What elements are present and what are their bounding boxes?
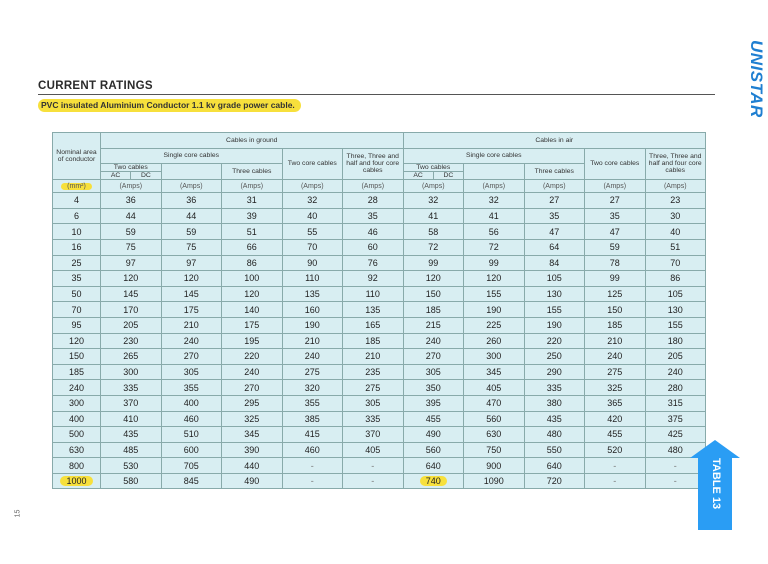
ampere-rating-cell: 135 [343,302,404,318]
table-tag-text: TABLE 13 [710,458,722,510]
ampere-rating-cell: 550 [524,442,585,458]
ampere-rating-cell: 86 [645,271,706,287]
unit-cell: (Amps) [222,180,283,193]
conductor-area-cell: 240 [53,380,101,396]
units-row [53,180,706,193]
table-row [53,286,706,302]
table-row [53,411,706,427]
ampere-rating-cell: 560 [464,411,525,427]
header-air-two-cables-dc-spacer [464,164,525,180]
ampere-rating-cell: 84 [524,255,585,271]
ampere-rating-cell: 490 [403,427,464,443]
header-ground-three-four-core: Three, Three and half and four core cables [343,148,404,180]
ampere-rating-cell: 27 [585,193,646,209]
ampere-rating-cell: 46 [343,224,404,240]
ampere-rating-cell: 35 [524,208,585,224]
conductor-area-cell: 400 [53,411,101,427]
ampere-rating-cell: 92 [343,271,404,287]
ampere-rating-cell: 66 [222,239,283,255]
ampere-rating-cell: 39 [222,208,283,224]
ampere-rating-cell: 210 [343,349,404,365]
header-cables-in-air: Cables in air [403,133,706,149]
ampere-rating-cell: 41 [464,208,525,224]
unit-cell: (Amps) [645,180,706,193]
ampere-rating-cell: 355 [161,380,222,396]
header-air-two-cables [403,164,464,180]
ampere-rating-cell: 355 [282,395,343,411]
ampere-rating-cell: 300 [101,364,162,380]
ampere-rating-cell: 155 [645,317,706,333]
ampere-rating-cell: 32 [464,193,525,209]
brand-logo: UNISTAR [747,40,766,118]
ampere-rating-cell: 460 [161,411,222,427]
ampere-rating-cell: 110 [343,286,404,302]
ampere-rating-cell: 845 [161,473,222,489]
ampere-rating-cell: 120 [222,286,283,302]
conductor-area-cell: 16 [53,239,101,255]
title-divider [38,94,715,95]
header-nominal-area: Nominal area of conductor [53,133,101,180]
ampere-rating-cell: 160 [282,302,343,318]
ampere-rating-cell: 480 [645,442,706,458]
table-row [53,364,706,380]
ampere-rating-cell: 170 [101,302,162,318]
ampere-rating-cell: 31 [222,193,283,209]
ampere-rating-cell: 240 [222,364,283,380]
unit-cell: (Amps) [464,180,525,193]
ampere-rating-cell: 580 [101,473,162,489]
ampere-rating-cell: 220 [524,333,585,349]
conductor-area-cell: 150 [53,349,101,365]
ampere-rating-cell: 100 [222,271,283,287]
unit-cell: (Amps) [524,180,585,193]
ampere-rating-cell: 125 [585,286,646,302]
ampere-rating-cell: 40 [645,224,706,240]
ampere-rating-cell: 305 [161,364,222,380]
table-row [53,395,706,411]
ampere-rating-cell: 59 [585,239,646,255]
ampere-rating-cell: 130 [645,302,706,318]
ampere-rating-cell: 27 [524,193,585,209]
ampere-rating-cell: 325 [585,380,646,396]
ampere-rating-cell: 405 [464,380,525,396]
header-air-single-core: Single core cables [403,148,585,164]
ampere-rating-cell: 72 [403,239,464,255]
unit-cell: (Amps) [403,180,464,193]
conductor-area-cell: 185 [53,364,101,380]
ampere-rating-cell: 58 [403,224,464,240]
ampere-rating-cell: 99 [464,255,525,271]
ampere-rating-cell: 105 [524,271,585,287]
ampere-rating-cell: 140 [222,302,283,318]
ampere-rating-cell: 235 [343,364,404,380]
conductor-area-cell: 300 [53,395,101,411]
ampere-rating-cell: 155 [464,286,525,302]
conductor-area-cell: 70 [53,302,101,318]
ampere-rating-cell: 640 [524,458,585,474]
ampere-rating-cell: 365 [585,395,646,411]
ampere-rating-cell: - [645,473,706,489]
ampere-rating-cell: 190 [282,317,343,333]
ampere-rating-cell: 520 [585,442,646,458]
ampere-rating-cell: - [585,458,646,474]
ampere-rating-cell: - [282,458,343,474]
ampere-rating-cell: 30 [645,208,706,224]
ampere-rating-cell: 485 [101,442,162,458]
conductor-area-cell: 10 [53,224,101,240]
ampere-rating-cell: 185 [585,317,646,333]
ampere-rating-cell: 32 [403,193,464,209]
ampere-rating-cell: 97 [161,255,222,271]
dc-label: DC [443,172,454,180]
two-cables-label: Two cables [113,164,148,172]
unit-cell: (Amps) [161,180,222,193]
ampere-rating-cell: 275 [343,380,404,396]
page-title: CURRENT RATINGS [38,80,153,92]
table-row [53,224,706,240]
ampere-rating-cell: 130 [524,286,585,302]
ampere-rating-cell: 335 [524,380,585,396]
ampere-rating-cell: 240 [403,333,464,349]
unit-cell: (Amps) [343,180,404,193]
ampere-rating-cell: 55 [282,224,343,240]
conductor-area-cell: 630 [53,442,101,458]
ampere-rating-cell: 260 [464,333,525,349]
ampere-rating-cell: 270 [403,349,464,365]
ampere-rating-cell: 97 [101,255,162,271]
table-row [53,349,706,365]
conductor-area-cell: 500 [53,427,101,443]
header-cables-in-ground: Cables in ground [101,133,404,149]
ampere-rating-cell: 425 [645,427,706,443]
table-row [53,208,706,224]
ampere-rating-cell: 265 [101,349,162,365]
ampere-rating-cell: 240 [282,349,343,365]
table-row [53,317,706,333]
ampere-rating-cell: 390 [222,442,283,458]
ampere-rating-cell [403,473,464,489]
ampere-rating-cell: 435 [524,411,585,427]
unit-cell [53,180,101,193]
ampere-rating-cell: 210 [585,333,646,349]
conductor-area-cell [53,473,101,489]
ampere-rating-cell: 415 [282,427,343,443]
ampere-rating-cell: 370 [101,395,162,411]
ampere-rating-cell: 190 [524,317,585,333]
conductor-area-cell: 6 [53,208,101,224]
header-ground-two-core: Two core cables [282,148,343,180]
ampere-rating-cell: 185 [343,333,404,349]
ampere-rating-cell: 370 [343,427,404,443]
ampere-rating-cell: 44 [161,208,222,224]
table-row [53,302,706,318]
ampere-rating-cell: 275 [282,364,343,380]
ampere-rating-cell: 165 [343,317,404,333]
conductor-area-cell: 95 [53,317,101,333]
page-number: 15 [14,509,22,518]
ampere-rating-cell: 47 [585,224,646,240]
ampere-rating-cell: 410 [101,411,162,427]
ampere-rating-cell: 99 [585,271,646,287]
ampere-rating-cell: 510 [161,427,222,443]
ampere-rating-cell: 600 [161,442,222,458]
ampere-rating-cell: 70 [645,255,706,271]
ampere-rating-cell: 325 [222,411,283,427]
ampere-rating-cell: - [343,458,404,474]
conductor-area-cell: 800 [53,458,101,474]
ampere-rating-cell: 210 [282,333,343,349]
ampere-rating-cell: 59 [101,224,162,240]
ampere-rating-cell: 40 [282,208,343,224]
header-air-two-core: Two core cables [585,148,646,180]
table-row [53,427,706,443]
ac-label: AC [404,172,434,179]
ampere-rating-cell: 51 [645,239,706,255]
ampere-rating-cell: 350 [403,380,464,396]
ampere-rating-cell: 175 [222,317,283,333]
conductor-area-cell: 120 [53,333,101,349]
ampere-rating-cell: 270 [222,380,283,396]
ampere-rating-cell: 240 [585,349,646,365]
ampere-rating-cell: 70 [282,239,343,255]
ampere-rating-cell: 345 [464,364,525,380]
ampere-rating-cell: 335 [343,411,404,427]
ampere-rating-cell: 23 [645,193,706,209]
ampere-rating-cell: 190 [464,302,525,318]
ampere-rating-cell: 36 [101,193,162,209]
ampere-rating-cell: - [645,458,706,474]
ampere-rating-cell: 105 [645,286,706,302]
table-row [53,333,706,349]
unit-cell: (Amps) [585,180,646,193]
ampere-rating-cell: 720 [524,473,585,489]
ampere-rating-cell: - [343,473,404,489]
ampere-rating-cell: 290 [524,364,585,380]
ampere-rating-cell: 250 [524,349,585,365]
dc-label: DC [140,172,151,180]
ampere-rating-cell: - [282,473,343,489]
ampere-rating-cell: 35 [343,208,404,224]
ampere-rating-cell: 47 [524,224,585,240]
ampere-rating-cell: 150 [585,302,646,318]
table-tag-label [708,458,722,518]
ampere-rating-cell: 215 [403,317,464,333]
ampere-rating-cell: 750 [464,442,525,458]
header-ground-two-cables [101,164,162,180]
table-row [53,239,706,255]
ampere-rating-cell: 240 [645,364,706,380]
ampere-rating-cell: 440 [222,458,283,474]
ampere-rating-cell: 150 [403,286,464,302]
ampere-rating-cell: 900 [464,458,525,474]
ampere-rating-cell: 335 [101,380,162,396]
unit-cell: (Amps) [282,180,343,193]
table-row [53,271,706,287]
ampere-rating-cell: 320 [282,380,343,396]
table-row [53,473,706,489]
ampere-rating-cell: 1090 [464,473,525,489]
header-ground-three-cables: Three cables [222,164,283,180]
conductor-area-cell: 4 [53,193,101,209]
ampere-rating-cell: 420 [585,411,646,427]
ampere-rating-cell: 155 [524,302,585,318]
ampere-rating-cell: 51 [222,224,283,240]
ampere-rating-cell: 44 [101,208,162,224]
ampere-rating-cell: 110 [282,271,343,287]
ampere-rating-cell: 375 [645,411,706,427]
ampere-rating-cell: - [585,473,646,489]
ampere-rating-cell: 78 [585,255,646,271]
ampere-rating-cell: 64 [524,239,585,255]
ampere-rating-cell: 220 [222,349,283,365]
current-ratings-table [52,132,706,489]
ampere-rating-cell: 630 [464,427,525,443]
ampere-rating-cell: 480 [524,427,585,443]
ampere-rating-cell: 59 [161,224,222,240]
ampere-rating-cell: 145 [161,286,222,302]
ampere-rating-cell: 455 [403,411,464,427]
header-ground-two-cables-dc-spacer [161,164,222,180]
ampere-rating-cell: 120 [464,271,525,287]
ampere-rating-cell: 280 [645,380,706,396]
ampere-rating-cell: 60 [343,239,404,255]
table-row [53,255,706,271]
ampere-rating-cell: 295 [222,395,283,411]
ac-label: AC [101,172,131,179]
ampere-rating-cell: 205 [645,349,706,365]
table-row [53,442,706,458]
ampere-rating-cell: 195 [222,333,283,349]
ampere-rating-cell: 180 [645,333,706,349]
two-cables-label: Two cables [416,164,451,172]
ampere-rating-cell: 640 [403,458,464,474]
highlighted-value: 1000 [60,476,92,486]
ampere-rating-cell: 395 [403,395,464,411]
ampere-rating-cell: 230 [101,333,162,349]
ampere-rating-cell: 145 [101,286,162,302]
ampere-rating-cell: 175 [161,302,222,318]
header-air-three-cables: Three cables [524,164,585,180]
ampere-rating-cell: 120 [101,271,162,287]
ampere-rating-cell: 270 [161,349,222,365]
ampere-rating-cell: 210 [161,317,222,333]
ampere-rating-cell: 86 [222,255,283,271]
ampere-rating-cell: 470 [464,395,525,411]
ampere-rating-cell: 455 [585,427,646,443]
ampere-rating-cell: 275 [585,364,646,380]
ampere-rating-cell: 32 [282,193,343,209]
table-subtitle: PVC insulated Aluminium Conductor 1.1 kv grade power cable. [38,99,301,112]
ampere-rating-cell: 405 [343,442,404,458]
ampere-rating-cell: 705 [161,458,222,474]
ampere-rating-cell: 530 [101,458,162,474]
ampere-rating-cell: 315 [645,395,706,411]
ampere-rating-cell: 345 [222,427,283,443]
ampere-rating-cell: 225 [464,317,525,333]
ampere-rating-cell: 99 [403,255,464,271]
conductor-area-cell: 25 [53,255,101,271]
ampere-rating-cell: 75 [101,239,162,255]
ampere-rating-cell: 560 [403,442,464,458]
ampere-rating-cell: 185 [403,302,464,318]
ampere-rating-cell: 490 [222,473,283,489]
ampere-rating-cell: 305 [343,395,404,411]
ampere-rating-cell: 205 [101,317,162,333]
ampere-rating-cell: 72 [464,239,525,255]
ampere-rating-cell: 385 [282,411,343,427]
header-air-three-four-core: Three, Three and half and four core cables [645,148,706,180]
ampere-rating-cell: 435 [101,427,162,443]
ampere-rating-cell: 120 [403,271,464,287]
ampere-rating-cell: 76 [343,255,404,271]
ampere-rating-cell: 75 [161,239,222,255]
ampere-rating-cell: 36 [161,193,222,209]
ampere-rating-cell: 56 [464,224,525,240]
ampere-rating-cell: 135 [282,286,343,302]
highlighted-value: 740 [420,476,447,486]
ampere-rating-cell: 240 [161,333,222,349]
ampere-rating-cell: 400 [161,395,222,411]
table-row [53,380,706,396]
ampere-rating-cell: 90 [282,255,343,271]
ampere-rating-cell: 120 [161,271,222,287]
conductor-area-cell: 35 [53,271,101,287]
ampere-rating-cell: 300 [464,349,525,365]
ampere-rating-cell: 41 [403,208,464,224]
ampere-rating-cell: 28 [343,193,404,209]
ampere-rating-cell: 35 [585,208,646,224]
table-row [53,458,706,474]
ampere-rating-cell: 460 [282,442,343,458]
ampere-rating-cell: 305 [403,364,464,380]
ampere-rating-cell: 380 [524,395,585,411]
table-row [53,193,706,209]
unit-mm2-highlighted: (mm²) [61,183,92,190]
conductor-area-cell: 50 [53,286,101,302]
unit-cell: (Amps) [101,180,162,193]
header-ground-single-core: Single core cables [101,148,283,164]
